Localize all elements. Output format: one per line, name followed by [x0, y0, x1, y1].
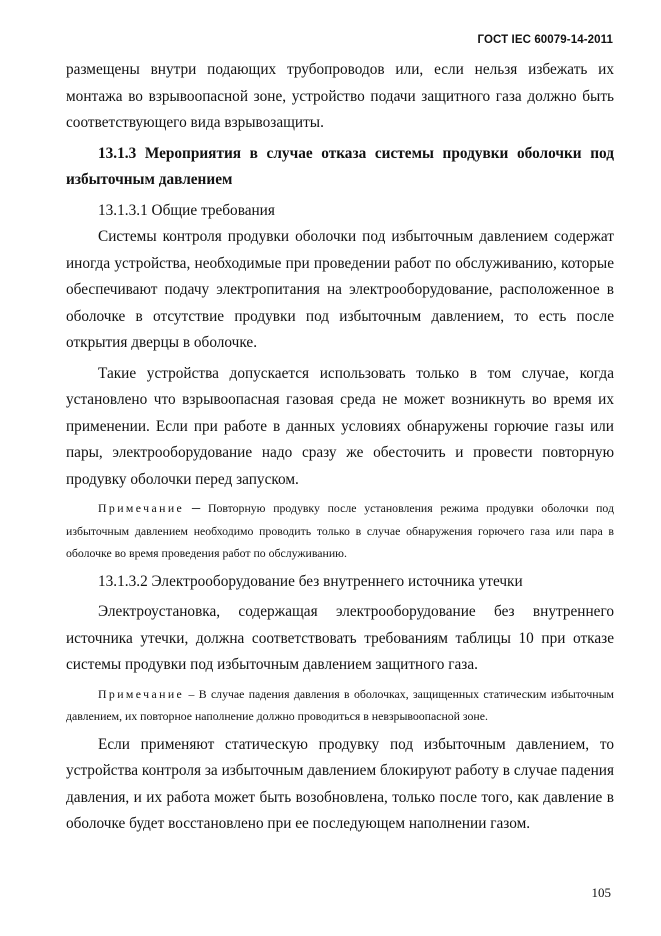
note-1-text: ─ Повторную продувку после установления режима продувки оболочки под избыточным давлением необходимо проводить только в случае обнаружения горючего газа или пара в оболочке во время проведения работ по обслуживанию. [66, 501, 614, 560]
note-1 [66, 497, 614, 565]
note-2 [66, 683, 614, 728]
note-2-text: – В случае падения давления в оболочках, защищенных статическим избыточным давлением, их повторное наполнение должно проводиться в невзрывоопасной зоне. [66, 686, 614, 723]
paragraph-2: Такие устройства допускается использовать только в том случае, когда установлено что взрывоопасная газовая среда не может возникнуть во время их применении. Если при работе в данных условиях обнаружены горючие газы или пары, электрооборудование надо сразу же обесточить и провести повторную продувку оболочки перед запуском. [66, 364, 614, 488]
note-2-label: Примечание [98, 686, 185, 701]
section-heading-13-1-3-2: 13.1.3.2 Электрооборудование без внутреннего источника утечки [98, 572, 523, 590]
paragraph-continuation: размещены внутри подающих трубопроводов или, если нельзя избежать их монтажа во взрывоопасной зоне, устройство подачи защитного газа должно быть соответствующего вида взрывозащиты. [66, 61, 614, 131]
page-content [66, 57, 614, 838]
paragraph-1: Системы контроля продувки оболочки под избыточным давлением содержат иногда устройства, необходимые при проведении работ по обслуживанию, которые обеспечивают подачу электропитания на электрооборудование, расположенное в оболочке в отсутствие продувки под избыточным давлением, то есть после открытия дверцы в оболочке. [66, 228, 614, 351]
page-number: 105 [591, 885, 611, 900]
paragraph-4: Если применяют статическую продувку под избыточным давлением, то устройства контроля за избыточным давлением блокируют работу в случае падения давления, и их работа может быть возобновлена, только после того, как давление в оболочке будет восстановлено при ее последующем наполнении газом. [66, 735, 614, 832]
document-header: ГОСТ IEC 60079-14-2011 [477, 34, 613, 46]
section-heading-13-1-3-1: 13.1.3.1 Общие требования [98, 201, 275, 219]
note-1-label: Примечание [98, 501, 185, 515]
section-heading-13-1-3: 13.1.3 Мероприятия в случае отказа системы продувки оболочки под избыточным давлением [66, 144, 614, 188]
paragraph-3: Электроустановка, содержащая электрооборудование без внутреннего источника утечки, должна соответствовать требованиям таблицы 10 при отказе системы продувки под избыточным давлением защитного газа. [66, 603, 614, 673]
